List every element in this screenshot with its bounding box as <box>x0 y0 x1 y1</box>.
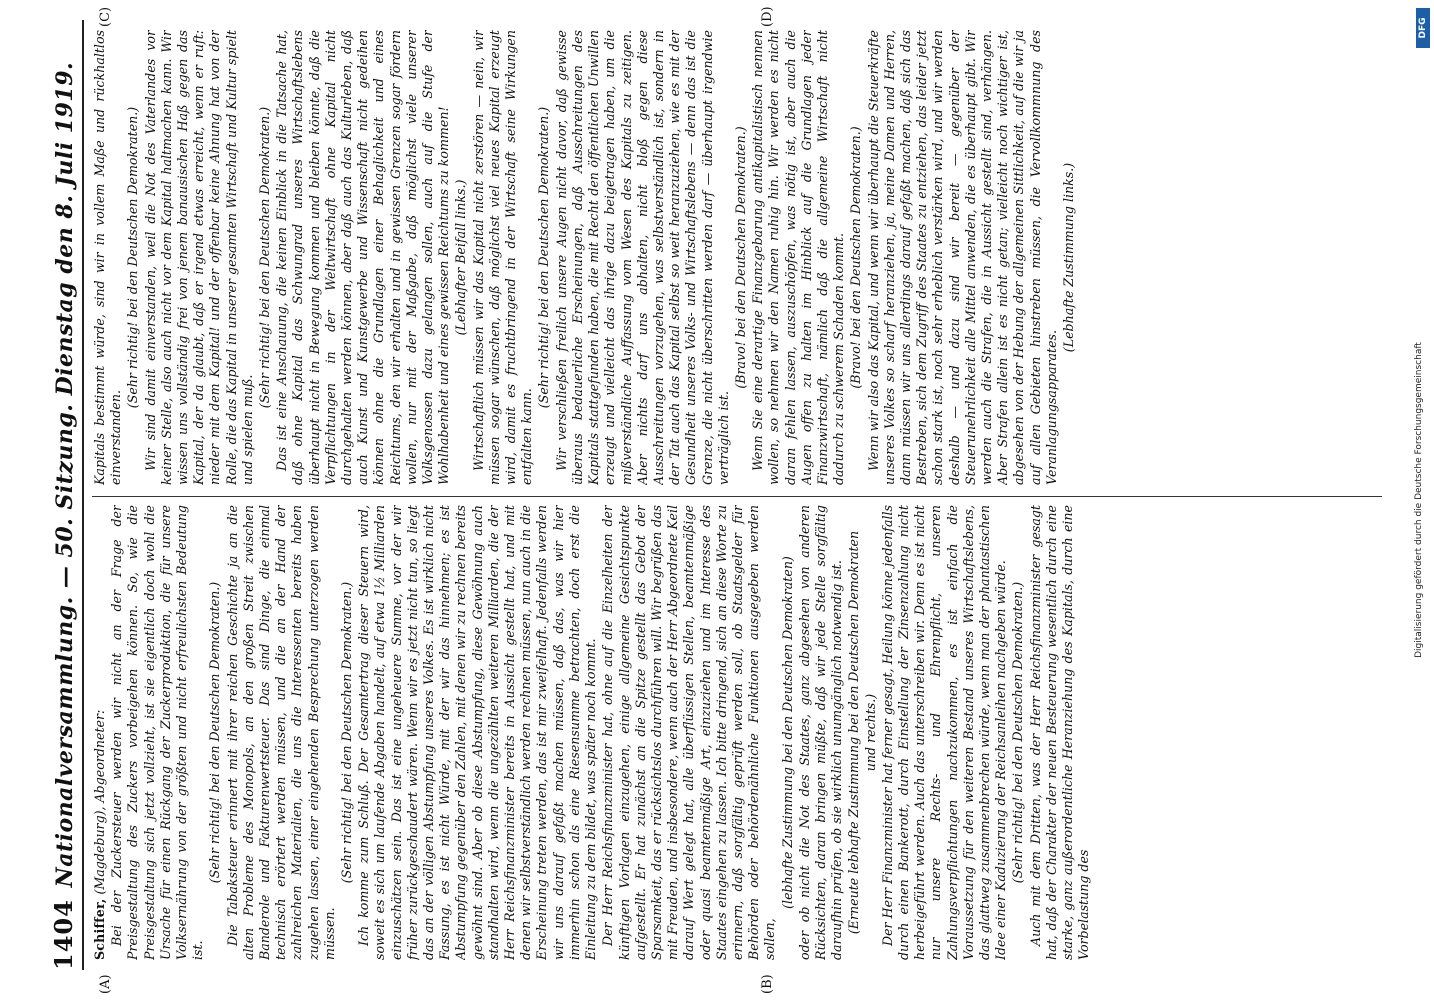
paragraph: Das ist eine Anschauung, die keinen Einblick in die Tatsache hat, daß ohne Kapital das Schwungrad unseres Wirtschaftslebens überhaupt nicht in Bewegung kommen und bleiben könnte, daß die Verpflichtungen in der Weltwirtschaft ohne Kapital nicht durchgehalten werden können, aber daß auch das Kulturleben, daß auch Kunst und Kunstgewerbe und Wissenschaft nicht gedeihen können ohne die Grundlagen einer Behaglichkeit und eines Reichtums, den wir erhalten und in gewissen Grenzen sogar fördern wollen, nur mit der Maßgabe, daß möglichst viele unserer Volksgenossen dazu gelangen sollen, auch auf die Stufe der Wohlhabenheit und eines gewissen Reichtums zu kommen! <box>274 30 452 485</box>
margin-marker-a: (A) <box>98 974 113 994</box>
interjection: (Lebhafter Beifall links.) <box>453 179 469 336</box>
right-column <box>92 30 1382 485</box>
interjection: (Sehr richtig! bei den Deutschen Demokraten.) <box>257 106 273 409</box>
header-rule <box>82 20 84 970</box>
interjection: (Sehr richtig! bei den Deutschen Demokraten.) <box>339 581 355 884</box>
paragraph: oder ob nicht die Not des Staates, ganz abgesehen von anderen Rücksichten, daran bringen müßte, daß wir jede Stelle sorgfältig daraufhin prüfen, ob sie wirklich unumgänglich notwendig ist. <box>796 505 845 960</box>
margin-marker-c: (C) <box>98 6 113 27</box>
paragraph: Der Herr Reichsfinanzminister hat, ohne auf die Einzelheiten der künftigen Vorlagen einzugehen, einige allgemeine Gesichtspunkte aufgestellt. Er hat zunächst an die Spitze gestellt das Gebot der Sparsamkeit, das er rücksichtslos durchführen will. Wir begrüßen das mit Freuden, und insbesondere, wenn auch der Herr Abgeordnete Keil darauf Wert gelegt hat, alle überflüssigen Stellen, beamtenmäßige oder quasi beamtenmäßige Art, einzuziehen und im Interesse des Staates eingehen zu lassen. Ich bitte dringend, sich an diese Worte zu erinnern, daß sorgfältig geprüft werden soll, ob Staatsgelder für Behörden oder behördenähnliche Funktionen ausgegeben werden sollen, <box>600 505 778 960</box>
page-number: 1404 <box>49 899 78 970</box>
margin-marker-b: (B) <box>760 974 775 994</box>
paragraph: Wenn Sie eine derartige Finanzgebarung antikapitalistisch nennen wollen, so nehmen wir den Namen ruhig hin. Wir werden es nicht daran fehlen lassen, auszuschöpfen, was nötig ist, aber auch die Augen offen zu halten im Hinblick auf die Grundlagen jeder Finanzwirtschaft, nämlich daß die allgemeine Wirtschaft nicht dadurch zu schwerem Schaden kommt. <box>750 30 847 485</box>
paragraph: Der Herr Finanzminister hat ferner gesagt, Heilung könne jedenfalls durch einen Bankerott, durch Einstellung der Zinsenzahlung nicht herbeigeführt werden. Auch das unterschreiben wir. Denn es ist nicht nur unsere Rechts- und Ehrenpflicht, unseren Zahlungsverpflichtungen nachzukommen, es ist einfach die Voraussetzung für den weiteren Bestand unseres Wirtschaftslebens, das glattweg zusammenbrechen würde, wenn man der phantastischen Idee einer Kaduzierung der Reichsanleihen nachgeben würde. <box>879 505 1009 960</box>
paragraph: Auch mit dem Dritten, was der Herr Reichsfinanzminister gesagt hat, daß der Charakter der neuen Besteuerung wesentlich durch eine starke, ganz außerordentliche Heranziehung des Kapitals, durch eine Vorbelastung des <box>1027 505 1092 960</box>
interjection: (Lebhafte Zustimmung links.) <box>1060 162 1076 353</box>
paragraph: Wir sind damit einverstanden, weil die Not des Vaterlandes vor keiner Stelle, also auch nicht vor dem Kapital haltmachen kann. Wir wissen uns vollständig frei von jenem banausischen Haß gegen das Kapital, der da glaubt, daß er irgend etwas erreicht, wenn er ruft: nieder mit dem Kapital! und der offenbar keine Ahnung hat von der Rolle, die das Kapital in unserer gesamten Wirtschaft und Kultur spielt und spielen muß. <box>142 30 255 485</box>
paragraph: Ich komme zum Schluß. Der Gesamtertrag dieser Steuern wird, soweit es sich um laufende Abgaben handelt, auf etwa 1½ Milliarden einzuschätzen sein. Das ist eine ungeheuere Summe, vor der wir früher zurückgeschaudert wären. Wenn wir es jetzt nicht tun, so liegt das an der völligen Abstumpfung unseres Volkes. Es ist wirklich nicht Fassung, es ist nicht Würde, mit der wir das hinnehmen; es ist Abstumpfung gegenüber den Zahlen, mit denen wir zu rechnen bereits gewöhnt sind. Aber ob diese Abstumpfung, diese Gewöhnung auch standhalten wird, wenn die ungezählten weiteren Milliarden, die der Herr Reichsfinanzminister bereits in Aussicht gestellt hat, und mit denen wir selbstverständlich werden rechnen müssen, nun auch in die Erscheinung treten werden, das ist mir zweifelhaft. Jedenfalls werden wir uns darauf gefaßt machen müssen, daß das, was wir hier immerhin schon als eine Riesensumme betrachten, doch erst die Einleitung zu dem bildet, was später noch kommt. <box>356 505 599 960</box>
interjection: (Sehr richtig! bei den Deutschen Demokraten.) <box>536 106 552 409</box>
paragraph: Bei der Zuckersteuer werden wir nicht an der Frage der Preisgestaltung des Zuckers vorbeigehen können. So, wie die Preisgestaltung sich jetzt vollzieht, ist sie eigentlich doch wohl die Ursache für einen Rückgang der Zuckerproduktion, die für unsere Volksernährung von der größten und nicht erfreulichsten Bedeutung ist. <box>109 505 206 960</box>
interjection: (Sehr richtig! bei den Deutschen Demokraten.) <box>207 581 223 884</box>
interjection: (Sehr richtig! bei den Deutschen Demokraten.) <box>1010 581 1026 884</box>
left-column <box>92 505 1382 960</box>
page-heading: Nationalversammlung. — 50. Sitzung. Dienstag den 8. Juli 1919. <box>52 61 78 888</box>
speaker-location: (Magdeburg), Abgeordneter: <box>92 709 107 895</box>
dfg-logo-text: DFG <box>1418 17 1428 39</box>
paragraph: Die Tabaksteuer erinnert mit ihrer reichen Geschichte ja an die alten Probleme des Monopols, an den großen Streit zwischen Banderole und Fakturenwertsteuer. Das sind Dinge, die einmal technisch erörtert werden müssen, und die an der Hand der zahlreichen Materialien, die uns die Interessenten bereits haben zugehen lassen, einer eingehenden Besprechung unterzogen werden müssen. <box>224 505 337 960</box>
page-header <box>38 20 78 970</box>
digitization-sidebar <box>1406 0 1434 1000</box>
interjection: (lebhafte Zustimmung bei den Deutschen Demokraten) <box>779 556 795 909</box>
paragraph: Kapitals bestimmt würde, sind wir in vollem Maße und rückhaltlos einverstanden. <box>92 30 124 485</box>
interjection: (Bravo! bei den Deutschen Demokraten.) <box>848 126 864 389</box>
speaker-name: Schiffer, <box>92 898 107 960</box>
paragraph: Wenn wir also das Kapital, und wenn wir überhaupt die Steuerkräfte unseres Volkes so scharf heranziehen, ja, meine Damen und Herren, dann müssen wir uns allerdings darauf gefaßt machen, daß sich das Bestreben, sich dem Zugriff des Staates zu entziehen, das leider jetzt schon stark ist, noch sehr erheblich verstärken wird, und wir werden deshalb — und dazu sind wir bereit — gegenüber der Steuerunehrlichkeit alle Mittel anwenden, die es überhaupt gibt. Wir werden auch die Strafen, die in Aussicht gestellt sind, verhängen. Aber Strafen allein ist es nicht getan; vielleicht noch wichtiger ist, abgesehen von der Hebung der allgemeinen Sittlichkeit, auf die wir ja auf allen Gebieten hinstreben müssen, die Vervollkommnung des Veranlagungsapparates. <box>865 30 1059 485</box>
interjection: (Bravo! bei den Deutschen Demokraten.) <box>732 126 748 389</box>
column-divider <box>92 496 1382 497</box>
margin-marker-d: (D) <box>760 6 775 27</box>
speaker-line <box>92 505 108 960</box>
dfg-logo <box>1416 8 1430 48</box>
paragraph: Wirtschaftlich müssen wir das Kapital nicht zerstören — nein, wir müssen sogar wünschen, daß möglichst viel neues Kapital erzeugt wird, damit es fruchtbringend in der Wirtschaft seine Wirkungen entfalten kann. <box>470 30 535 485</box>
paragraph: Wir verschließen freilich unsere Augen nicht davor, daß gewisse überaus bedauerliche Erscheinungen, daß Ausschreitungen des Kapitals stattgefunden haben, die mit Recht den öffentlichen Unwillen erzeugt und vielleicht das ihrige dazu beigetragen haben, um die mißverständliche Auffassung vom Wesen des Kapitals zu zeitigen. Aber nichts darf uns abhalten, nicht bloß gegen diese Ausschreitungen vorzugehen, was selbstverständlich ist, sondern in der Tat auch das Kapital selbst so weit heranzuziehen, wie es mit der Gesundheit unseres Volks- und Wirtschaftslebens — denn das ist die Grenze, die nicht überschritten werden darf — überhaupt irgendwie verträglich ist. <box>553 30 731 485</box>
interjection: (Erneute lebhafte Zustimmung bei den Deutschen Demokraten und rechts.) <box>846 530 878 935</box>
digitization-credit: Digitalisierung gefördert durch die Deutsche Forschungsgemeinschaft <box>1414 342 1424 658</box>
interjection: (Sehr richtig! bei den Deutschen Demokraten.) <box>125 106 141 409</box>
